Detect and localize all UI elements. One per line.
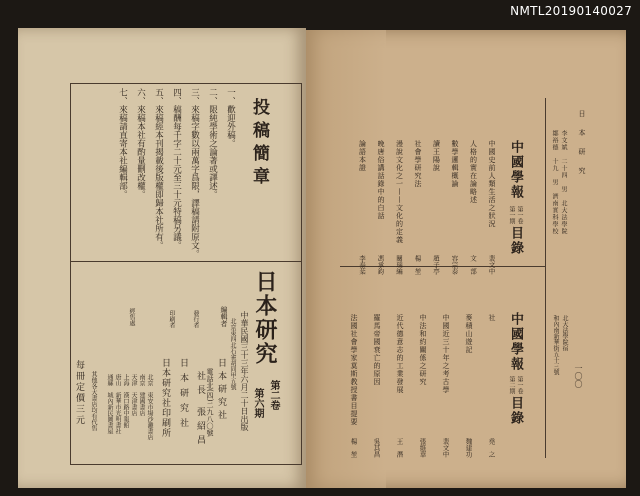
toc-entry-title: 社會學研究法 [414,140,422,188]
issue: 第一期 [508,206,515,224]
toc-entry-author: 堯 之 [487,438,496,458]
toc-entry-title: 麥積山遊記 [465,314,473,354]
issue: 第二期 [508,376,515,394]
price: 每冊定價三元 [74,360,84,426]
toc-divider [340,266,545,267]
rule-item: 二、限純學術之論著或譯述。 [207,88,218,199]
rule-item: 四、稿酬每千字二十元至三十元特稿另議。 [171,88,182,250]
distributor-item [138,374,144,416]
publisher: 社長 張紹昌 [195,371,205,449]
toc-entry-author: 趙子亭 [432,255,440,275]
distributor-item [106,374,112,434]
toc-entry-title: 中國近三十年之考古學 [442,314,450,394]
side-note: 鄒裕德 十九 男 濟南實科學校 [551,130,558,235]
toc-entry-author: 李泰棻 [358,255,366,275]
toc-entry-author: 容宗泰 [450,255,459,275]
rule-item: 六、來稿本社有酌量刪改權。 [135,88,146,199]
rule-item: 七、來稿請直寄本社編輯部。 [117,88,128,199]
page-number: 一〇〇 [574,364,583,388]
printer: 日本研究社印刷所 [160,358,170,438]
toc-entry-title: 中法和約關係之研究 [419,314,427,386]
issue: 第六期 [252,388,263,418]
distributor-item [114,374,120,434]
distributor-shop: 天津書店 [130,392,137,416]
right-page [306,30,626,488]
toc-entry-author: 馮承鈞 [376,255,385,275]
distributor-shop: 建國書店 [138,392,145,416]
distributor-label: 經售處 [128,308,135,326]
left-page [18,28,306,488]
publisher-org: 日本研究社 [178,358,188,433]
editor-phone: 電話北(四)二九八〇號 [206,368,214,437]
distributor-city: 唐山 [114,374,121,386]
toc-entry-title: 漫說文化之一——文化的定義 [395,140,404,244]
toc-entry-title: 法國社會學家莫斯教授書目提要 [350,314,358,426]
rule-item: 一、歡迎外稿。 [225,88,236,148]
printer-label: 印刷者 [168,310,175,328]
volume: 第一卷 [516,206,523,224]
distributor-city: 通縣 [106,374,113,386]
distributor-item [122,374,128,428]
toc-entry-title: 羅馬帝國衰亡的原因 [373,314,381,386]
distributor-shop: 新華市光明書社 [114,392,121,434]
editor-address: 北京東四北石雀胡同甲五號 [229,318,236,390]
toc-entry-title: 晚唐俗講話錄中的白話 [377,140,385,220]
side-note: 李文斌 二十四 男 北大法學院 [560,130,567,235]
header-divider [545,98,546,458]
toc-entry-title: 數學邏輯概論 [451,140,459,188]
divider [70,261,301,262]
toc-entry-author: 關瑞編 [395,255,403,275]
editor: 日本研究社 [216,358,226,423]
distributor-shop: 漢口路中報館 [122,392,129,428]
magazine-title: 日本研究 [252,270,278,366]
journal-title: 中國學報 [508,312,523,372]
distributor-shop: 東安市場沙灘書店 [146,392,153,440]
journal-title: 中國學報 [508,140,523,200]
rule-item: 三、來稿字數以兩萬字爲限，譯稿請附原文。 [189,88,200,258]
distributor-city: 南京 [138,374,145,386]
watermark: NMTL20190140027 [510,4,632,18]
volume: 第二卷 [268,380,279,410]
publisher-label: 發行者 [192,310,199,328]
distributor-shop: 城內新民圖書屋 [106,392,113,434]
distributor-city: 天津 [130,374,137,386]
toc-entry-title: 讀王陽說 [432,140,441,172]
toc-entry-author: 楊 堃 [349,438,358,458]
water-stain [306,30,386,488]
distributor-item [146,374,152,440]
toc-entry-title: 社 [488,314,496,322]
distributor-item [130,374,136,416]
toc-entry-author: 裴文中 [441,438,450,458]
toc-entry-author: 王 潛 [395,438,404,458]
toc-entry-title: 論語本證 [358,140,367,172]
toc-entry-title: 近代德意志的工業發展 [396,314,404,394]
side-note: 北大法學院宿 [561,315,568,351]
side-note: 和內南新華街五十三號 [552,315,559,375]
toc-entry-author: 魏建功 [464,438,473,458]
publish-date: 中華民國三十三年六月二十日出版 [240,311,249,431]
toc-entry-author: 楊 堃 [413,255,422,275]
distributor-city: 上海 [122,374,129,386]
editor-label: 編輯者 [220,306,228,327]
toc-label: 目錄 [508,226,523,256]
rule-item: 五、來稿經本刊揭載後版權即歸本社所有。 [153,88,164,250]
distributor-city: 北京 [146,374,153,386]
toc-entry-author: 吳其昌 [372,438,381,458]
running-head: 日本研究 [578,110,586,186]
toc-entry-author: 張維華 [418,438,427,458]
toc-entry-title: 中國史前人類生活之狀況 [488,140,496,228]
toc-entry-author: 裴文中 [487,255,496,275]
toc-entry-author: 文 部 [469,255,477,275]
toc-label: 目錄 [508,396,523,426]
other-sellers: 其他各大書店均有代售 [90,371,97,431]
toc-entry-title: 人格的實在論略述 [469,140,478,204]
volume: 第一卷 [516,376,523,394]
rules-title: 投稿簡章 [249,98,269,190]
